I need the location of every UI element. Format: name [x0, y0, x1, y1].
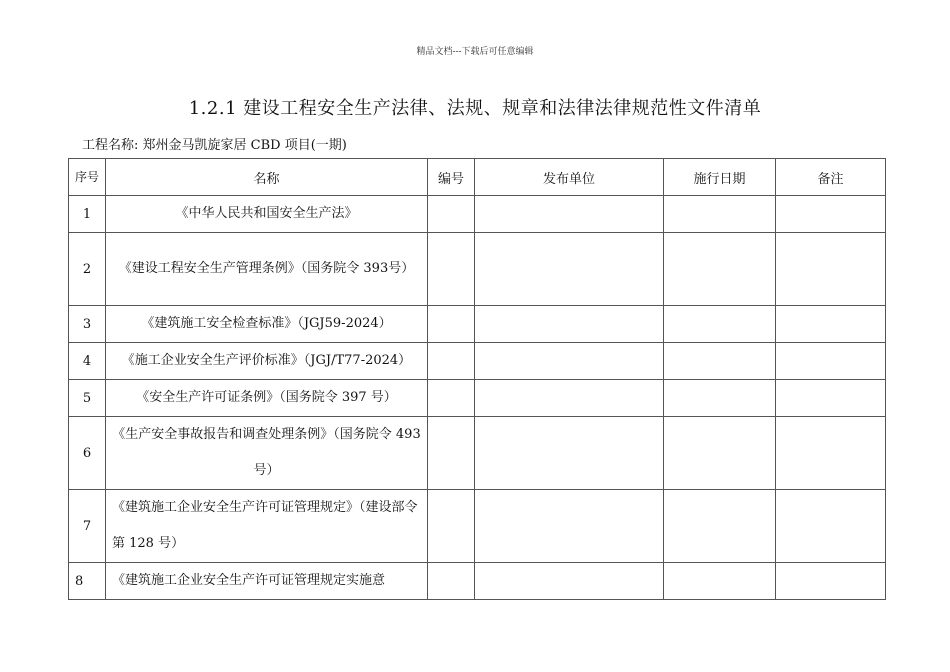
table-row — [69, 306, 886, 343]
row-code — [428, 563, 475, 600]
row-issuer — [475, 343, 664, 380]
row-code — [428, 306, 475, 343]
table-row — [69, 380, 886, 417]
row-seq: 8 — [69, 563, 106, 600]
regulation-table — [68, 158, 886, 600]
row-name: 《建筑施工企业安全生产许可证管理规定实施意 — [106, 563, 428, 600]
row-seq: 6 — [69, 417, 106, 490]
table-row — [69, 343, 886, 380]
row-name: 《中华人民共和国安全生产法》 — [106, 196, 428, 233]
row-name: 《建筑施工安全检查标准》（JGJ59-2024） — [106, 306, 428, 343]
row-name: 《生产安全事故报告和调查处理条例》（国务院令 493 号） — [106, 417, 428, 490]
row-remark — [776, 380, 886, 417]
table-row — [69, 563, 886, 600]
table-row — [69, 233, 886, 306]
project-name: 工程名称: 郑州金马凯旋家居 CBD 项目(一期) — [82, 138, 347, 153]
row-remark — [776, 233, 886, 306]
row-remark — [776, 417, 886, 490]
row-remark — [776, 563, 886, 600]
row-code — [428, 490, 475, 563]
row-code — [428, 233, 475, 306]
row-name: 《建设工程安全生产管理条例》（国务院令 393号） — [106, 233, 428, 306]
row-seq: 1 — [69, 196, 106, 233]
row-seq: 5 — [69, 380, 106, 417]
row-seq: 4 — [69, 343, 106, 380]
col-header-seq: 序号 — [69, 159, 106, 196]
row-name: 《建筑施工企业安全生产许可证管理规定》（建设部令第 128 号） — [106, 490, 428, 563]
row-date — [664, 563, 776, 600]
table-row — [69, 490, 886, 563]
row-seq: 3 — [69, 306, 106, 343]
row-code — [428, 343, 475, 380]
row-issuer — [475, 490, 664, 563]
header-note: 精品文档---下载后可任意编辑 — [416, 47, 534, 57]
row-date — [664, 233, 776, 306]
row-issuer — [475, 196, 664, 233]
table-row — [69, 417, 886, 490]
row-date — [664, 380, 776, 417]
row-date — [664, 306, 776, 343]
col-header-name: 名称 — [106, 159, 428, 196]
row-name: 《安全生产许可证条例》（国务院令 397 号） — [106, 380, 428, 417]
row-code — [428, 196, 475, 233]
row-date — [664, 417, 776, 490]
row-issuer — [475, 563, 664, 600]
row-issuer — [475, 380, 664, 417]
row-issuer — [475, 417, 664, 490]
row-date — [664, 343, 776, 380]
row-issuer — [475, 233, 664, 306]
col-header-remark: 备注 — [776, 159, 886, 196]
row-date — [664, 490, 776, 563]
row-seq: 7 — [69, 490, 106, 563]
row-remark — [776, 306, 886, 343]
col-header-code: 编号 — [428, 159, 475, 196]
row-remark — [776, 490, 886, 563]
col-header-issuer: 发布单位 — [475, 159, 664, 196]
row-seq: 2 — [69, 233, 106, 306]
row-code — [428, 417, 475, 490]
row-name: 《施工企业安全生产评价标准》（JGJ/T77-2024） — [106, 343, 428, 380]
table-header-row — [69, 159, 886, 196]
row-date — [664, 196, 776, 233]
row-remark — [776, 343, 886, 380]
row-issuer — [475, 306, 664, 343]
table-row — [69, 196, 886, 233]
document-title: 1.2.1 建设工程安全生产法律、法规、规章和法律法律规范性文件清单 — [188, 98, 762, 119]
col-header-date: 施行日期 — [664, 159, 776, 196]
row-remark — [776, 196, 886, 233]
row-code — [428, 380, 475, 417]
